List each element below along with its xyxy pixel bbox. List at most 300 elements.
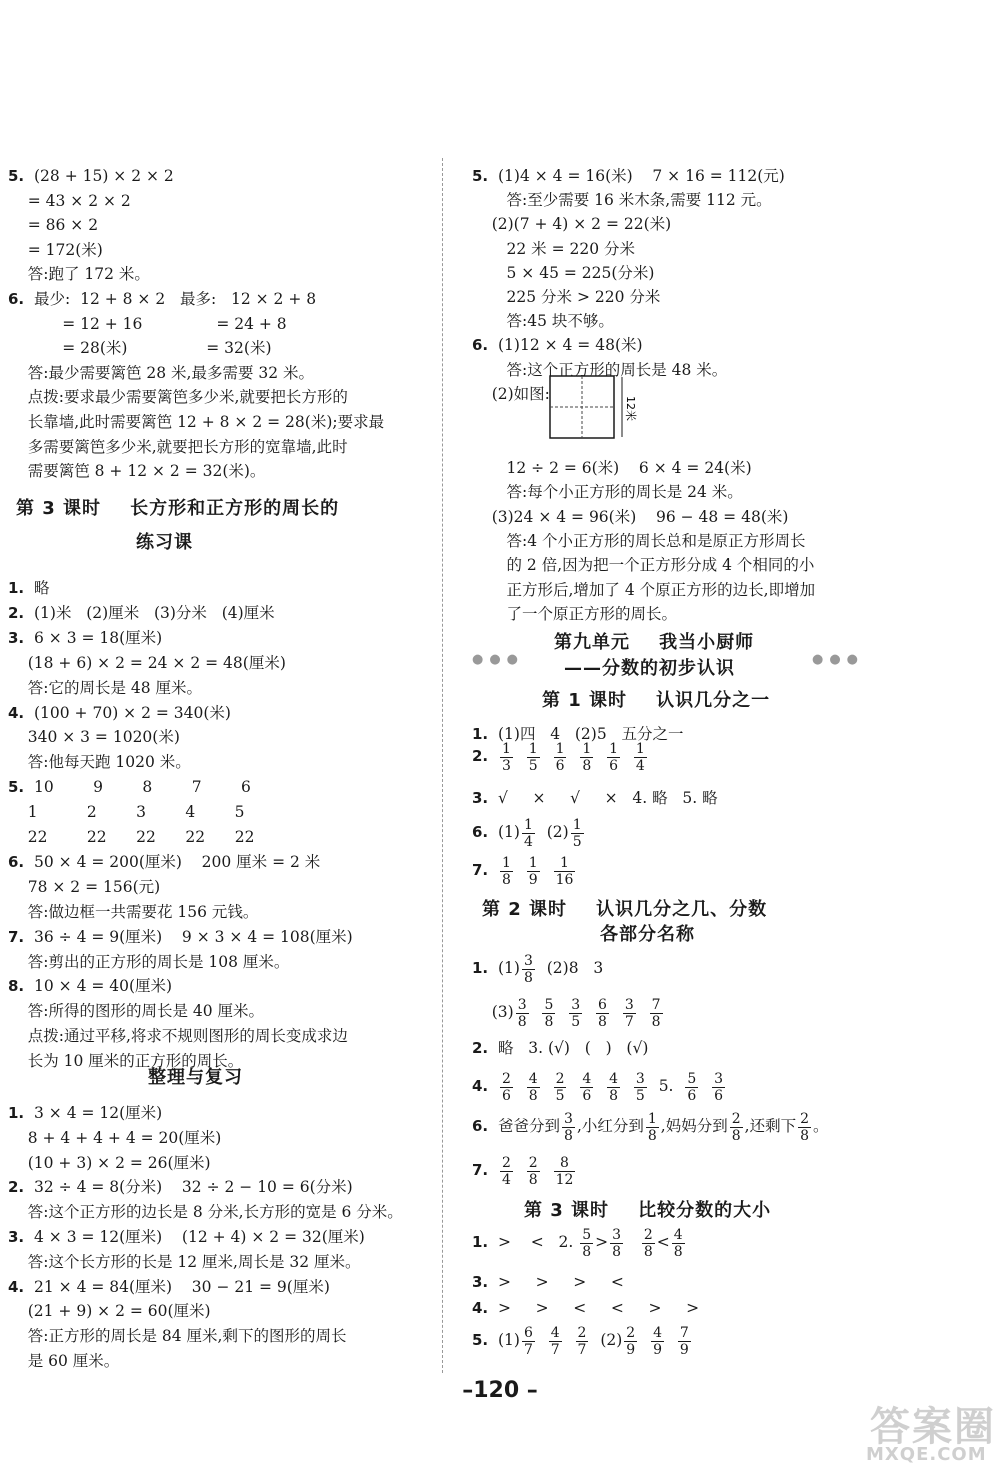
numerator: 2 [528,1154,538,1171]
fraction [651,1325,664,1358]
question-number: 6. [8,852,25,871]
fraction [623,997,636,1030]
numerator: 6 [523,1324,533,1341]
answer-line [8,1001,264,1021]
denominator: 8 [612,1243,622,1260]
answer-text: = 43 × 2 × 2 [27,191,131,210]
answer-text: 32 ÷ 4 = 8(分米) 32 ÷ 2 − 10 = 6(分米) [34,1178,353,1197]
numerator: 5 [582,1226,592,1243]
answer-text: 需要篱笆 8 + 12 × 2 = 32(米)。 [27,462,266,481]
answer-line [8,264,150,284]
answer-text: 答:这个长方形的长是 12 厘米,周长是 32 厘米。 [27,1252,361,1271]
denominator: 7 [624,1013,634,1030]
fraction [634,1071,647,1104]
answer-text: 答:4 个小正方形的周长总和是原正方形周长 [491,531,806,550]
answer-line [8,461,265,481]
question-number: 7. [472,1161,489,1179]
numerator: 3 [564,1110,573,1127]
answer-text: 答:做边框一共需要花 156 元钱。 [27,902,259,921]
numerator: 4 [653,1324,662,1341]
fraction [522,953,535,986]
fraction [580,1227,593,1260]
answer-line [8,338,272,358]
answer-text: 答:正方形的周长是 84 厘米,剩下的图形的周长 [27,1327,347,1346]
numerator: 7 [679,1324,689,1341]
denominator: 16 [555,871,574,888]
answer-text: 长为 10 厘米的正方形的周长。 [27,1052,244,1071]
answer-text: = 12 + 16 = 24 + 8 [27,314,287,333]
answer-line [8,1026,348,1046]
decorative-dots: ●●● [472,652,525,667]
question-number: 5. [8,167,25,185]
answer-line [8,191,131,211]
answer-text: 答:他每天跑 1020 米。 [27,753,191,772]
numerator: 1 [528,740,538,757]
denominator: 9 [679,1341,689,1358]
denominator: 4 [523,833,533,850]
numerator: 1 [554,855,576,872]
answer-text: (2)(7 + 4) × 2 = 22(米) [491,215,672,234]
denominator: 6 [609,757,619,774]
answer-text: > > > < [498,1273,624,1291]
answer-line [8,678,202,698]
question-number: 1. [472,725,489,743]
answer-line [8,215,98,235]
question-number: 7. [472,861,489,879]
question-number: 5. [472,1331,489,1349]
denominator: 8 [564,1127,573,1144]
answer-text: 78 × 2 = 156(元) [27,877,161,896]
denominator: 6 [582,1087,592,1104]
answer-text: 3 × 4 = 12(厘米) [34,1104,163,1122]
answer-line [472,780,718,816]
answer-text: 10 9 8 7 6 [34,778,251,797]
question-number: 1. [472,959,489,977]
fraction [542,997,555,1030]
answer-text: 36 ÷ 4 = 9(厘米) 9 × 3 × 4 = 108(厘米) [34,927,353,946]
fraction-row [472,738,659,774]
answer-text: > [595,1233,609,1251]
answer-line [472,190,772,210]
answer-text: 的 2 倍,因为把一个正方形分成 4 个相同的小 [491,556,815,575]
answer-text: (2)8 3 [546,959,604,977]
denominator: 8 [800,1127,810,1144]
fraction-row [472,1068,737,1104]
answer-text: ,妈妈分到 [660,1117,728,1135]
numerator: 2 [800,1110,810,1127]
lesson-title: 各部分名称 [600,924,695,945]
answer-line [8,1227,365,1247]
answer-text: 8 + 4 + 4 + 4 = 20(厘米) [27,1128,222,1147]
denominator: 9 [626,1341,636,1358]
answer-line [472,263,654,283]
answer-text: 长靠墙,此时需要篱笆 12 + 8 × 2 = 28(米);要求最 [27,413,385,431]
answer-text: √ × √ × 4. 略 5. 略 [498,789,718,807]
answer-line [8,387,348,407]
question-number: 5. [8,778,25,797]
question-number: 8. [8,977,25,996]
answer-text: 6 × 3 = 18(厘米) [34,628,163,647]
answer-line [8,578,50,598]
answer-line [472,311,614,331]
answer-line [472,384,550,404]
numerator: 5 [687,1070,697,1087]
question-number: 4. [472,1299,489,1317]
fraction [527,741,540,774]
answer-text: 正方形后,增加了 4 个原正方形的边长,即增加 [491,580,816,599]
numerator: 5 [544,996,554,1013]
question-number: 6. [472,336,489,355]
question-number: 7. [8,927,25,946]
denominator: 5 [572,833,582,850]
answer-line [8,1301,211,1321]
answer-line [8,827,254,847]
denominator: 5 [528,757,538,774]
answer-line [472,287,660,307]
fraction [642,1227,655,1260]
answer-line [8,1153,211,1173]
question-number: 4. [8,703,25,722]
answer-line [472,507,788,527]
answer-text: 答:跑了 172 米。 [27,265,150,284]
numerator: 2 [502,1154,511,1171]
column-divider [442,158,443,1373]
answer-line [472,335,643,355]
answer-line [8,1177,353,1197]
fraction [527,855,540,888]
fraction [527,1155,540,1188]
fraction [634,741,647,774]
fraction [580,1071,593,1104]
numerator: 3 [612,1226,622,1243]
answer-text: (1) [498,1331,520,1349]
answer-text: 21 × 4 = 84(厘米) 30 − 21 = 9(厘米) [34,1277,330,1296]
numerator: 4 [673,1226,683,1243]
numerator: 3 [523,952,533,969]
question-number: 3. [472,1273,489,1291]
question-number: 1. [8,579,25,597]
numerator: 2 [502,1070,511,1087]
answer-text: 答:它的周长是 48 厘米。 [27,678,203,697]
denominator: 9 [528,871,538,888]
answer-text: 4 × 3 = 12(厘米) (12 + 4) × 2 = 32(厘米) [34,1228,365,1246]
answer-text: 22 22 22 22 22 [27,828,255,846]
question-number: 4. [8,1277,25,1296]
numerator: 1 [582,740,592,757]
question-number: 2. [8,1178,25,1197]
question-number: 6. [472,1117,489,1135]
answer-line [8,952,289,972]
answer-line [8,1103,162,1123]
answer-text: 是 60 厘米。 [27,1352,120,1370]
fraction [554,741,567,774]
answer-text: 多需要篱笆多少米,就要把长方形的宽靠墙,此时 [27,437,348,456]
answer-line [8,902,258,922]
numerator: 3 [517,996,527,1013]
answer-text: 最少: 12 + 8 × 2 最多: 12 × 2 + 8 [34,290,317,308]
answer-line [8,1277,330,1297]
answer-text: (3)24 × 4 = 96(米) 96 − 48 = 48(米) [491,507,789,526]
question-number: 6. [472,823,489,841]
numerator: 2 [731,1110,741,1127]
answer-line [8,628,162,648]
answer-line [8,289,316,309]
fraction [580,741,593,774]
question-number: 2. [472,747,489,765]
answer-line [8,1326,346,1346]
question-number: 5. [472,167,489,185]
page-number: –120 – [462,1378,538,1403]
fraction [607,741,620,774]
section-title: 整理与复习 [148,1067,243,1088]
denominator: 8 [528,1171,538,1188]
fraction-row [472,994,674,1030]
answer-line [472,458,752,478]
fraction [678,1325,691,1358]
denominator: 8 [643,1243,653,1260]
answer-text: (21 + 9) × 2 = 60(厘米) [27,1302,211,1321]
answer-line [472,555,814,575]
denominator: 7 [577,1341,587,1358]
numerator: 3 [624,996,634,1013]
numerator: 3 [635,1070,645,1087]
denominator: 9 [653,1341,662,1358]
answer-line [8,777,251,797]
answer-text: 答:45 块不够。 [491,312,614,331]
numerator: 2 [626,1324,636,1341]
numerator: 7 [651,996,661,1013]
numerator: 1 [572,816,582,833]
fraction [554,855,576,888]
answer-text: 了一个原正方形的周长。 [491,604,678,623]
fraction [554,1071,567,1104]
answer-line [8,166,174,186]
numerator: 4 [582,1070,592,1087]
answer-text: 爸爸分到 [498,1117,561,1135]
answer-text: 340 × 3 = 1020(米) [27,728,180,747]
denominator: 6 [502,1087,511,1104]
answer-text: = 86 × 2 [27,216,99,235]
question-number: 2. [8,603,25,622]
question-number: 4. [472,1077,489,1095]
decorative-dots: ●●● [812,652,865,667]
answer-text: 。 [813,1117,829,1135]
numerator: 1 [523,816,533,833]
answer-line [8,877,160,897]
lesson-title: 练习课 [136,532,193,553]
fraction [596,997,609,1030]
fraction [646,1111,659,1144]
denominator: 5 [635,1087,645,1104]
denominator: 8 [502,871,511,888]
denominator: 8 [517,1013,527,1030]
answer-line [8,653,286,673]
fraction-row [472,852,587,888]
answer-text: > < 2. [498,1233,574,1251]
fraction [650,997,663,1030]
denominator: 6 [714,1087,724,1104]
fraction [554,1155,576,1188]
fraction [516,997,529,1030]
answer-line [472,482,743,502]
answer-text: 点拨:要求最少需要篱笆多少米,就要把长方形的 [27,388,348,407]
answer-text: (3) [491,1003,514,1021]
lesson-title: 第 2 课时 认识几分之几、分数 [482,899,768,920]
fraction-row [472,1224,687,1260]
answer-text: 答:至少需要 16 米木条,需要 112 元。 [491,191,772,210]
answer-text: 10 × 4 = 40(厘米) [34,977,173,996]
fraction-row [472,814,586,850]
denominator: 8 [582,757,592,774]
answer-line [472,166,785,186]
denominator: 4 [635,757,645,774]
denominator: 6 [687,1087,697,1104]
numerator: 2 [555,1070,565,1087]
fraction [730,1111,743,1144]
watermark-logo: 答案圈 [870,1404,996,1450]
answer-line [472,531,806,551]
denominator: 7 [523,1341,533,1358]
fraction [798,1111,811,1144]
answer-text: > > < < > > [498,1299,700,1317]
numerator: 3 [571,996,581,1013]
answer-text: 略 [34,579,50,597]
answer-text: (1) [498,823,520,841]
dimension-label: 12米 [624,396,637,421]
fraction [562,1111,575,1144]
denominator: 3 [502,757,511,774]
answer-line [8,752,191,772]
lesson-title: 第 1 课时 认识几分之一 [542,690,771,711]
unit-subtitle: ——分数的初步认识 [564,658,735,679]
answer-line [8,240,103,260]
numerator: 4 [550,1324,560,1341]
fraction [549,1325,562,1358]
fraction [610,1227,623,1260]
answer-text: (2) [546,823,569,841]
answer-text: 225 分米 > 220 分米 [491,288,661,306]
answer-line [472,214,671,234]
watermark-url: MXQE.COM [866,1444,987,1465]
answer-text: ,还剩下 [744,1117,797,1135]
answer-text: (1)4 × 4 = 16(米) 7 × 16 = 112(元) [498,167,785,185]
numerator: 3 [714,1070,724,1087]
numerator: 1 [502,854,511,871]
answer-line [8,727,180,747]
denominator: 8 [647,1127,657,1144]
answer-text: (2) [600,1331,623,1349]
fraction [712,1071,725,1104]
answer-text: 答:这个正方形的边长是 8 分米,长方形的宽是 6 分米。 [27,1203,403,1222]
denominator: 8 [651,1013,661,1030]
fraction-row [472,1108,829,1144]
answer-text: = 172(米) [27,240,103,259]
answer-text: 答:每个小正方形的周长是 24 米。 [491,483,743,502]
fraction [571,817,584,850]
denominator: 8 [582,1243,592,1260]
answer-line [8,976,172,996]
numerator: 8 [554,1155,576,1172]
denominator: 5 [571,1013,581,1030]
answer-line [8,927,353,947]
denominator: 8 [523,969,533,986]
numerator: 1 [635,740,645,757]
fraction [607,1071,620,1104]
answer-line [8,437,348,457]
answer-text: 答:最少需要篱笆 28 米,最多需要 32 米。 [27,363,315,382]
numerator: 4 [609,1070,619,1087]
denominator: 8 [731,1127,741,1144]
answer-line [8,363,314,383]
denominator: 4 [502,1171,511,1188]
answer-text: 1 2 3 4 5 [27,803,245,822]
unit-title: 第九单元 我当小厨师 [554,632,755,653]
fraction [672,1227,685,1260]
numerator: 6 [598,996,607,1013]
denominator: 8 [544,1013,554,1030]
answer-text: (100 + 70) × 2 = 340(米) [34,703,231,722]
numerator: 2 [643,1226,653,1243]
answer-text: (10 + 3) × 2 = 26(厘米) [27,1153,211,1172]
answer-line [8,412,384,432]
denominator: 5 [555,1087,565,1104]
denominator: 12 [555,1171,574,1188]
answer-text: 22 米 = 220 分米 [491,239,636,258]
answer-text: 答:这个正方形的周长是 48 米。 [491,360,728,379]
answer-line [8,703,231,723]
denominator: 8 [609,1087,619,1104]
answer-line [8,802,245,822]
lesson-title: 第 3 课时 长方形和正方形的周长的 [16,498,340,519]
answer-text: 12 ÷ 2 = 6(米) 6 × 4 = 24(米) [491,459,752,477]
fraction [685,1071,698,1104]
question-number: 3. [472,789,489,807]
fraction [569,997,582,1030]
answer-text: 略 3. (√) ( ) (√) [498,1039,649,1057]
answer-line [8,1252,361,1272]
square-diagram [548,374,637,442]
numerator: 4 [528,1070,538,1087]
answer-line [8,1351,119,1371]
denominator: 8 [598,1013,607,1030]
lesson-title: 第 3 课时 比较分数的大小 [524,1200,772,1221]
numerator: 1 [647,1110,657,1127]
fraction [500,1155,513,1188]
answer-text: 5 × 45 = 225(分米) [491,263,655,282]
answer-text: = 28(米) = 32(米) [27,339,272,358]
answer-text: (1)12 × 4 = 48(米) [498,336,643,355]
fraction [522,1325,535,1358]
numerator: 1 [555,740,565,757]
fraction [576,1325,589,1358]
answer-line [8,1202,403,1222]
question-number: 2. [472,1039,489,1057]
answer-line [472,1290,699,1326]
answer-line [8,852,320,872]
answer-line [8,603,275,623]
answer-line [8,1128,221,1148]
answer-line [472,1030,648,1066]
question-number: 1. [8,1104,25,1122]
question-number: 3. [8,1228,25,1246]
answer-text: 点拨:通过平移,将求不规则图形的周长变成求边 [27,1027,348,1046]
fraction [527,1071,540,1104]
question-number: 5. [658,1077,674,1095]
fraction [624,1325,637,1358]
answer-text: ,小红分到 [576,1117,644,1135]
answer-text: 50 × 4 = 200(厘米) 200 厘米 = 2 米 [34,852,321,871]
question-number: 3. [8,628,25,647]
